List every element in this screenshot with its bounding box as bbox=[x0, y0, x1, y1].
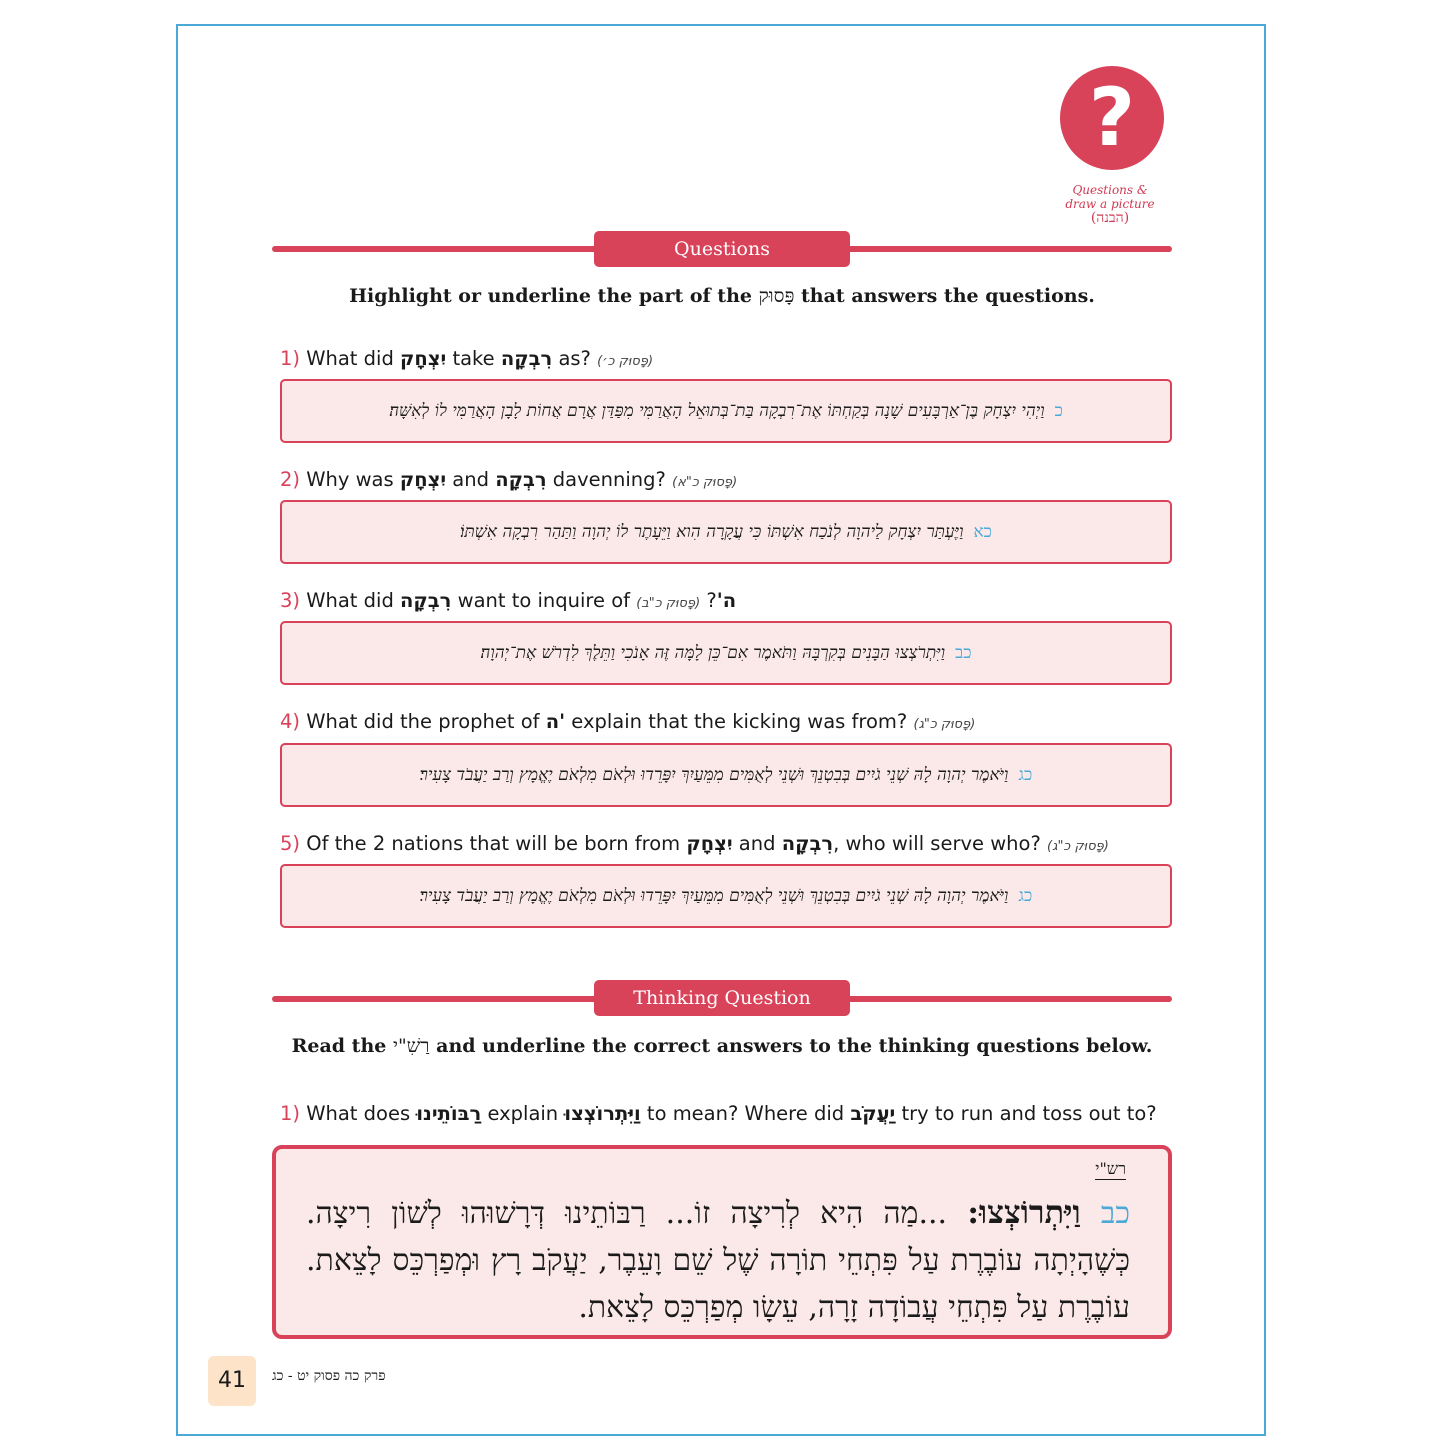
verse-box-5[interactable] bbox=[280, 864, 1172, 928]
logo-caption-hebrew: (הבנה) bbox=[1090, 210, 1130, 226]
page-number: 41 bbox=[208, 1356, 256, 1406]
question-text: What does bbox=[306, 1102, 417, 1125]
question-number: 1) bbox=[280, 347, 301, 370]
question-text: What did the prophet of bbox=[306, 710, 546, 733]
question-number: 4) bbox=[280, 710, 301, 733]
question-text: What did bbox=[306, 347, 401, 370]
question-3 bbox=[280, 589, 1180, 612]
question-5 bbox=[280, 832, 1180, 855]
verse-box-3[interactable] bbox=[280, 621, 1172, 685]
question-text: explain bbox=[481, 1102, 565, 1125]
questions-section-title: Questions bbox=[594, 231, 850, 267]
question-text: take bbox=[446, 347, 501, 370]
question-hebrew: רִבְקָה bbox=[500, 347, 553, 370]
thinking-section-title: Thinking Question bbox=[594, 980, 850, 1016]
instruction-pre: Read the bbox=[291, 1035, 387, 1057]
question-number: 3) bbox=[280, 589, 301, 612]
question-ref: (פָּסוּק כ"ג) bbox=[913, 717, 976, 732]
rashi-body: ...מַה הִיא לְרִיצָה זוֹ... רַבּוֹתֵינוּ דְּרָשׁוּהוּ לְשׁוֹן רִיצָה. כְּשֶׁהָיְתָה עוֹבֶרֶת עַל פִּתְחֵי תוֹרָה שֶׁל שֵׁם וָעֵבֶר, יַעֲקֹב רָץ וּמְפַרְכֵּס לָצֵאת. עוֹבֶרֶת עַל פִּתְחֵי עֲבוֹדָה זָרָה, עֵשָׂו מְפַרְכֵּס לָצֵאת. bbox=[306, 1196, 1130, 1325]
question-hebrew: רִבְקָה bbox=[400, 589, 452, 612]
question-number: 1) bbox=[280, 1102, 301, 1125]
question-text: Why was bbox=[306, 468, 400, 491]
question-number: 2) bbox=[280, 468, 301, 491]
question-text: davenning? bbox=[546, 468, 666, 491]
logo-caption-line1: Questions & bbox=[1072, 183, 1148, 197]
verse-number: כב bbox=[955, 643, 972, 663]
verse-box-1[interactable] bbox=[280, 379, 1172, 443]
question-ref: (פָּסוּק כ׳) bbox=[597, 354, 654, 369]
question-hebrew: וַיִּתְרוֹצְצוּ bbox=[564, 1102, 641, 1125]
verse-box-2[interactable] bbox=[280, 500, 1172, 564]
question-hebrew: יִצְחָק bbox=[400, 347, 447, 370]
verse-text: וַיֶּעְתַּר יִצְחָק לַיהוָה לְנֹכַח אִשְׁתּוֹ כִּי עֲקָרָה הִוא וַיֵּעָתֶר לוֹ יְהוָה וַתַּהַר רִבְקָה אִשְׁתּוֹ׃ bbox=[460, 522, 964, 542]
instruction-hebrew: פָּסוּק bbox=[758, 285, 795, 307]
question-text: What did bbox=[306, 589, 401, 612]
question-text: and bbox=[732, 832, 782, 855]
question-text: as? bbox=[552, 347, 591, 370]
verse-number: כ bbox=[1054, 401, 1063, 421]
rashi-heading: וַיִּתְרוֹצְצוּ: bbox=[967, 1193, 1081, 1231]
rashi-text bbox=[306, 1189, 1130, 1331]
rashi-label: רש"י bbox=[1095, 1159, 1126, 1178]
question-hebrew: רִבְקָה bbox=[495, 468, 547, 491]
thinking-question-1 bbox=[280, 1102, 1180, 1125]
question-mark-glyph: ? bbox=[1088, 71, 1136, 164]
instruction-post: that answers the questions. bbox=[801, 285, 1095, 307]
instruction-post: and underline the correct answers to the thinking questions below. bbox=[436, 1035, 1153, 1057]
question-text: , who will serve who? bbox=[833, 832, 1041, 855]
question-text: and bbox=[446, 468, 496, 491]
verse-number: כג bbox=[1018, 765, 1033, 785]
question-text: ? bbox=[706, 589, 717, 612]
question-number: 5) bbox=[280, 832, 301, 855]
question-mark-icon bbox=[1060, 66, 1164, 170]
question-hebrew: יַעֲקֹב bbox=[850, 1102, 896, 1125]
questions-instruction bbox=[272, 285, 1172, 308]
question-1 bbox=[280, 347, 1180, 370]
verse-number: כא bbox=[973, 522, 992, 542]
question-4 bbox=[280, 710, 1180, 733]
verse-text: וַיְהִי יִצְחָק בֶּן־אַרְבָּעִים שָׁנָה בְּקַחְתּוֹ אֶת־רִבְקָה בַּת־בְּתוּאֵל הָאֲרַמִּי מִפַּדַּן אֲרָם אֲחוֹת לָבָן הָאֲרַמִּי לוֹ לְאִשָּׁה׃ bbox=[389, 401, 1045, 421]
verse-box-4[interactable] bbox=[280, 743, 1172, 807]
question-text: Of the 2 nations that will be born from bbox=[306, 832, 687, 855]
thinking-instruction bbox=[272, 1035, 1172, 1058]
question-text: explain that the kicking was from? bbox=[565, 710, 908, 733]
verse-text: וַיֹּאמֶר יְהוָה לָהּ שְׁנֵי גֹיִים בְּבִטְנֵךְ וּשְׁנֵי לְאֻמִּים מִמֵּעַיִךְ יִפָּרֵדוּ וּלְאֹם מִלְאֹם יֶאֱמָץ וְרַב יַעֲבֹד צָעִיר׃ bbox=[419, 765, 1009, 785]
question-hebrew: רִבְקָה bbox=[781, 832, 834, 855]
question-text: to mean? Where did bbox=[640, 1102, 851, 1125]
rashi-box[interactable] bbox=[272, 1145, 1172, 1339]
logo-caption-line2: draw a picture bbox=[1065, 197, 1155, 211]
verse-text: וַיֹּאמֶר יְהוָה לָהּ שְׁנֵי גֹיִים בְּבִטְנֵךְ וּשְׁנֵי לְאֻמִּים מִמֵּעַיִךְ יִפָּרֵדוּ וּלְאֹם מִלְאֹם יֶאֱמָץ וְרַב יַעֲבֹד צָעִיר׃ bbox=[419, 886, 1009, 906]
logo-caption bbox=[1040, 183, 1180, 225]
question-ref: (פָּסוּק כ"ג) bbox=[1047, 839, 1109, 854]
instruction-hebrew: רַשִׁ"י bbox=[393, 1035, 430, 1057]
footer-reference: פרק כה פסוק יט - כג bbox=[272, 1368, 386, 1384]
question-hebrew: יִצְחָק bbox=[686, 832, 733, 855]
verse-number: כג bbox=[1018, 886, 1033, 906]
question-text: want to inquire of bbox=[451, 589, 637, 612]
question-hebrew: ה' bbox=[545, 710, 566, 733]
question-2 bbox=[280, 468, 1180, 491]
instruction-pre: Highlight or underline the part of the bbox=[349, 285, 752, 307]
question-hebrew: יִצְחָק bbox=[399, 468, 447, 491]
verse-text: וַיִּתְרֹצְצוּ הַבָּנִים בְּקִרְבָּהּ וַתֹּאמֶר אִם־כֵּן לָמָּה זֶּה אָנֹכִי וַתֵּלֶךְ לִדְרֹשׁ אֶת־יְהוָה׃ bbox=[480, 643, 946, 663]
question-hebrew: רַבּוֹתֵינוּ bbox=[416, 1102, 482, 1125]
question-ref: (פָּסוּק כ"ב) bbox=[636, 596, 701, 611]
question-hebrew: ה' bbox=[716, 589, 737, 612]
rashi-verse-number: כב bbox=[1100, 1196, 1130, 1231]
question-ref: (פָּסוּק כ"א) bbox=[672, 475, 738, 490]
question-text: try to run and toss out to? bbox=[895, 1102, 1157, 1125]
